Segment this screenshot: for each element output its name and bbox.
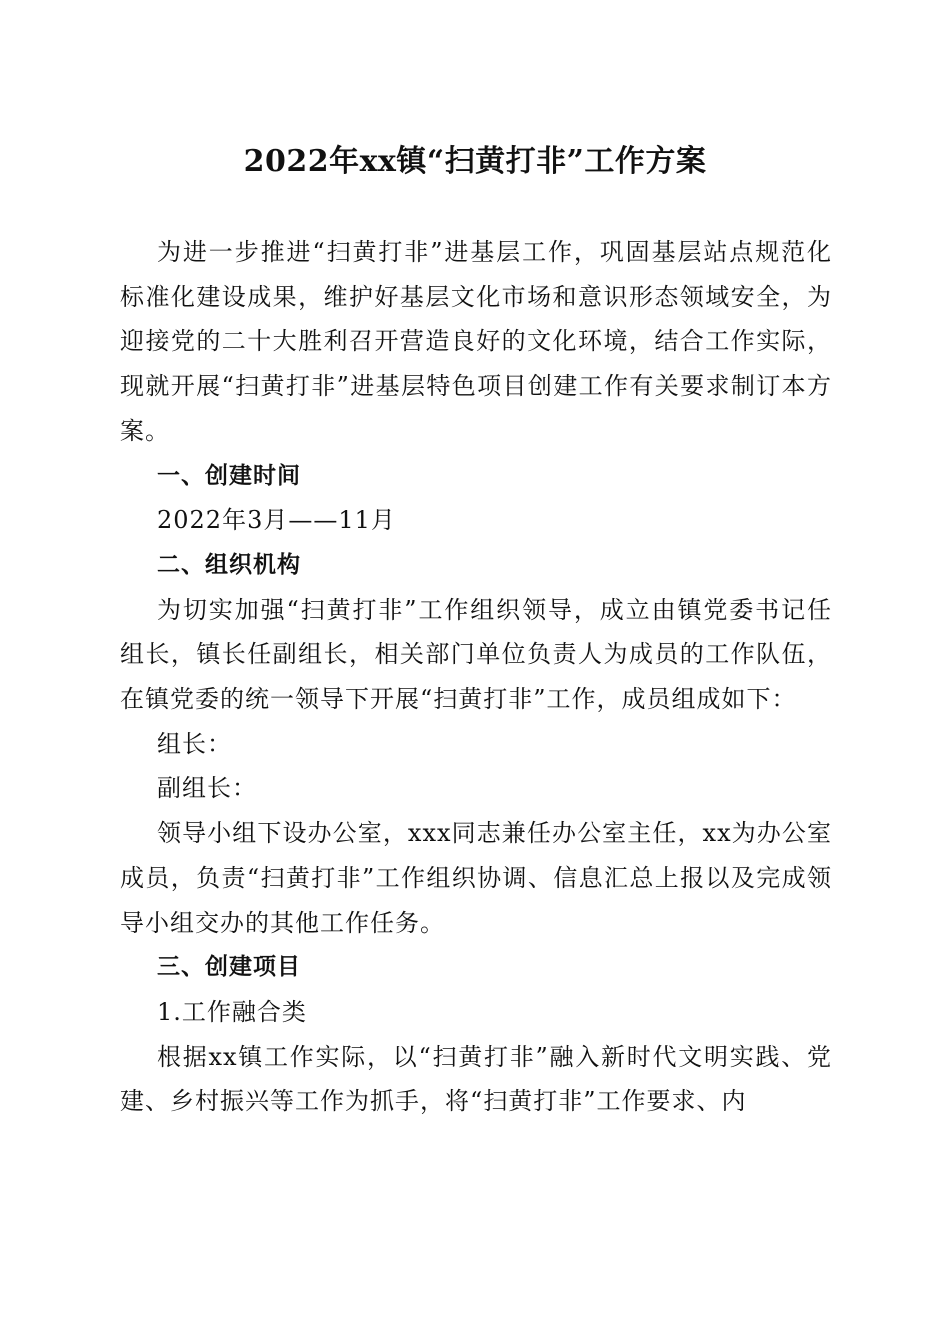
deputy-leader-line: 副组长： xyxy=(157,774,257,803)
document-title: 2022年xx镇“扫黄打非”工作方案 xyxy=(243,144,707,179)
subsection-work-integration: 1.工作融合类 xyxy=(157,997,307,1026)
integration-paragraph: 根据xx镇工作实际，以“扫黄打非”融入新时代文明实践、党建、乡村振兴等工作为抓手，将“扫黄打非”工作要求、内 xyxy=(120,1042,832,1116)
office-paragraph: 领导小组下设办公室，xxx同志兼任办公室主任，xx为办公室成员，负责“扫黄打非”工作组织协调、信息汇总上报以及完成领导小组交办的其他工作任务。 xyxy=(120,819,832,937)
section-heading-time: 一、创建时间 xyxy=(157,462,301,489)
section-heading-organization: 二、组织机构 xyxy=(157,551,301,578)
leader-line: 组长： xyxy=(157,729,232,758)
organization-paragraph: 为切实加强“扫黄打非”工作组织领导，成立由镇党委书记任组长，镇长任副组长，相关部门单位负责人为成员的工作队伍，在镇党委的统一领导下开展“扫黄打非”工作，成员组成如下： xyxy=(120,595,832,714)
time-paragraph: 2022年3月——11月 xyxy=(157,506,396,535)
document-body xyxy=(120,230,832,1124)
intro-paragraph: 为进一步推进“扫黄打非”进基层工作，巩固基层站点规范化标准化建设成果，维护好基层文化市场和意识形态领域安全，为迎接党的二十大胜利召开营造良好的文化环境，结合工作实际，现就开展“扫黄打非”进基层特色项目创建工作有关要求制订本方案。 xyxy=(120,238,832,445)
section-heading-projects: 三、创建项目 xyxy=(157,954,301,981)
